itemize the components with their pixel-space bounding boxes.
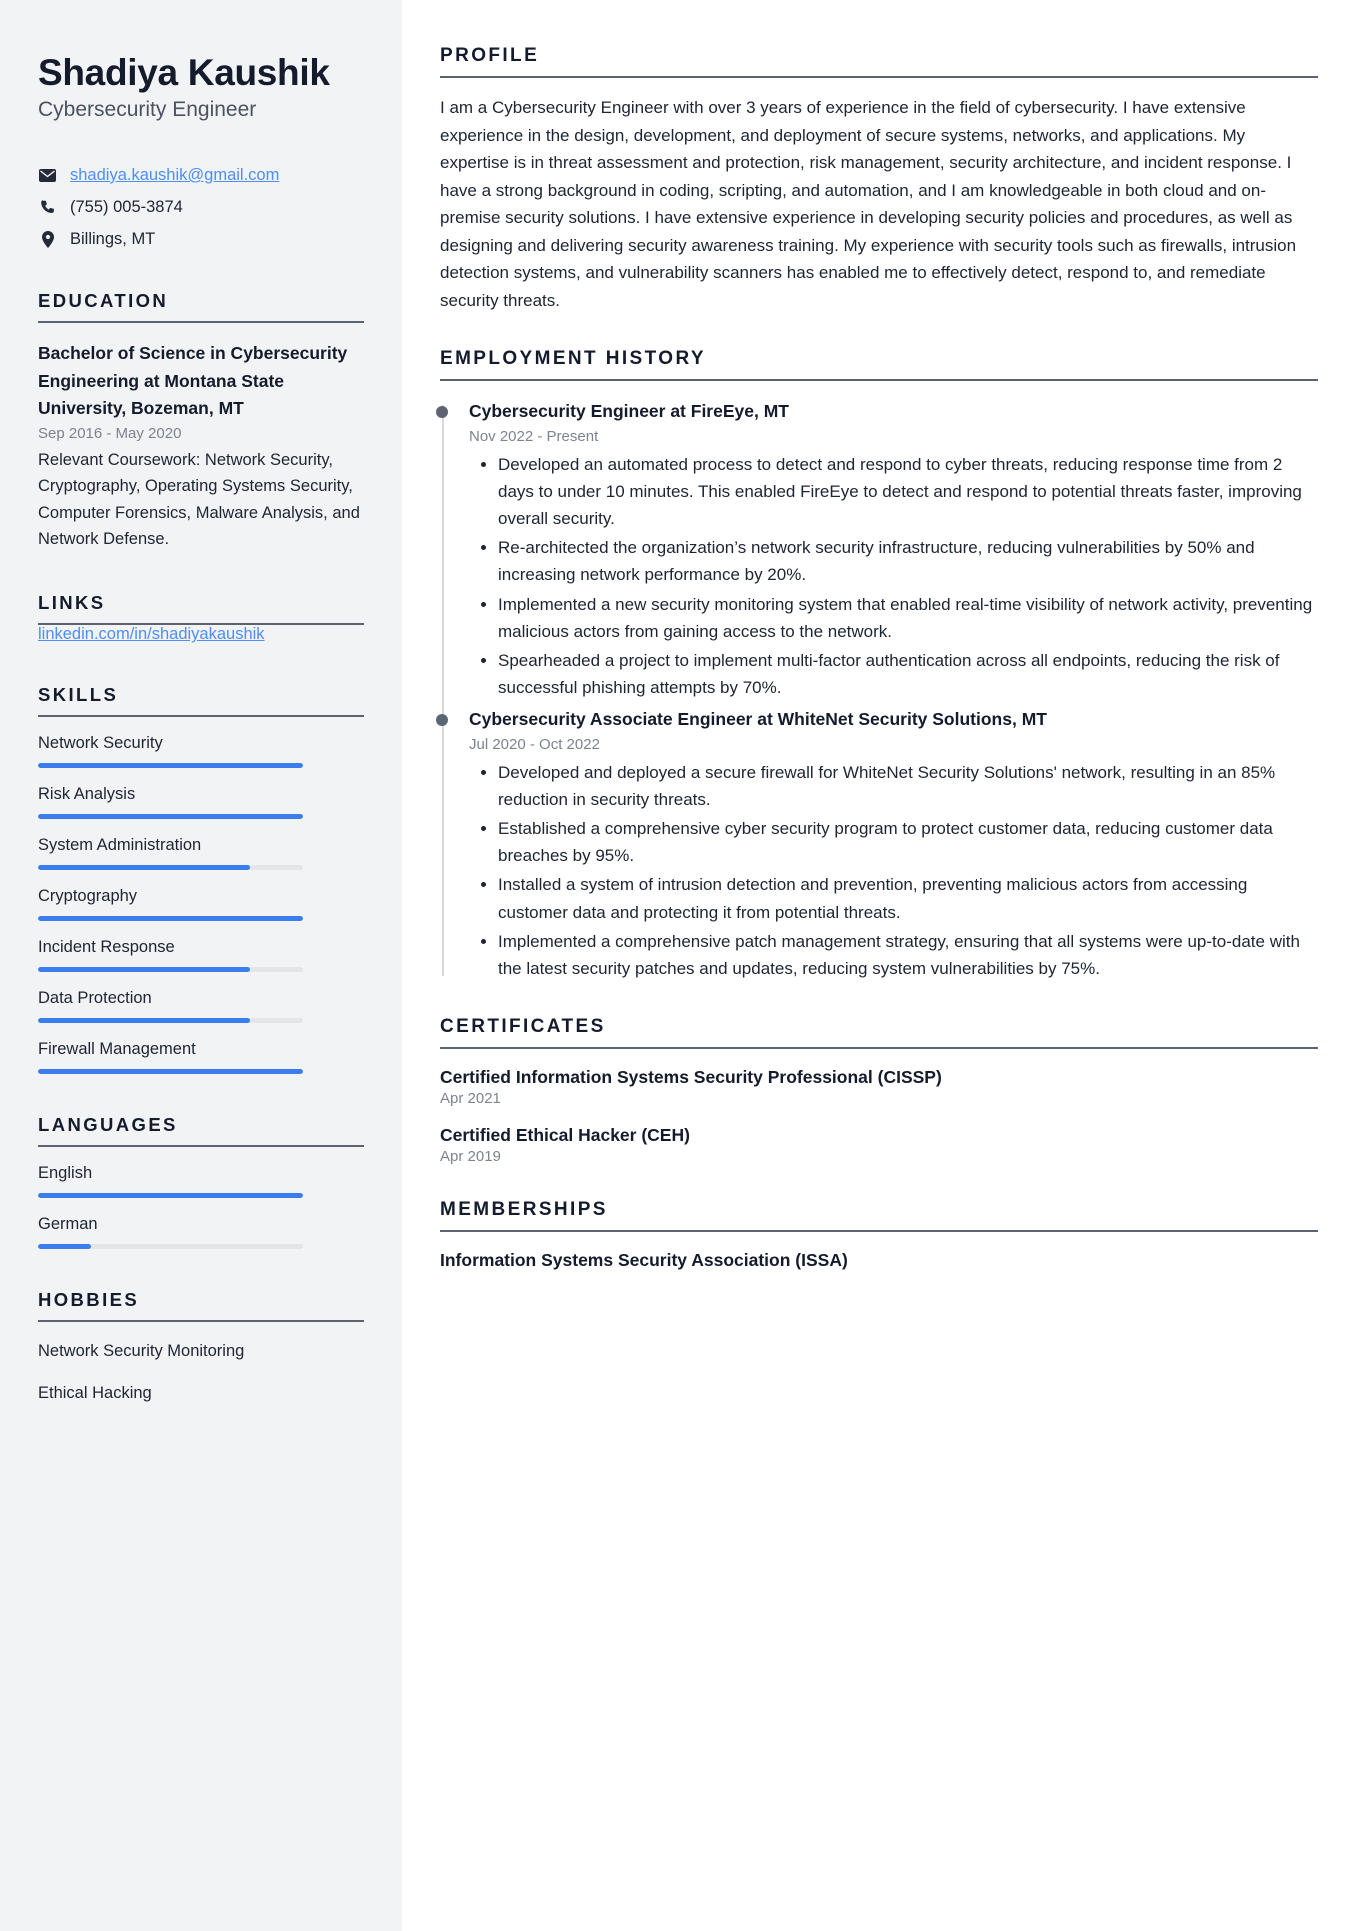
section-divider — [38, 1145, 364, 1147]
links-section — [38, 592, 364, 644]
language-level-track — [38, 1193, 303, 1198]
skill-level-track — [38, 814, 303, 819]
links-heading: LINKS — [38, 592, 106, 614]
employment-section — [440, 348, 1318, 982]
map-pin-icon — [38, 231, 57, 248]
hobbies-heading: HOBBIES — [38, 1289, 140, 1311]
section-divider — [38, 1320, 364, 1322]
skill-level-track — [38, 1018, 303, 1023]
envelope-icon — [38, 169, 57, 182]
hobbies-list — [38, 1339, 364, 1406]
languages-section — [38, 1114, 364, 1249]
skill-level-fill — [38, 967, 250, 972]
certificate-title: Certified Information Systems Security Professional (CISSP) — [440, 1067, 942, 1088]
skill-level-track — [38, 1069, 303, 1074]
skill-level-fill — [38, 916, 303, 921]
skill-label: Firewall Management — [38, 1040, 196, 1059]
profile-section — [440, 45, 1318, 314]
skill-item — [38, 785, 364, 819]
employment-dates: Jul 2020 - Oct 2022 — [469, 735, 600, 753]
profile-heading: PROFILE — [440, 45, 540, 66]
main-content — [402, 0, 1366, 1931]
contact-email-row[interactable] — [38, 164, 364, 186]
language-item — [38, 1164, 364, 1198]
skill-level-track — [38, 865, 303, 870]
contact-location-row — [38, 228, 364, 250]
section-divider — [440, 379, 1318, 381]
skill-level-track — [38, 916, 303, 921]
membership-entry — [440, 1250, 1318, 1271]
certificate-date: Apr 2021 — [440, 1090, 501, 1108]
skill-level-fill — [38, 865, 250, 870]
employment-heading: EMPLOYMENT HISTORY — [440, 348, 706, 370]
section-divider — [440, 1230, 1318, 1232]
contact-list — [38, 164, 364, 250]
education-entry — [38, 340, 364, 552]
timeline-dot-icon — [436, 406, 448, 418]
skills-heading: SKILLS — [38, 684, 119, 706]
language-level-fill — [38, 1193, 303, 1198]
skill-label: Network Security — [38, 734, 163, 753]
education-dates: Sep 2016 - May 2020 — [38, 424, 182, 442]
hobby-item: Network Security Monitoring — [38, 1342, 245, 1361]
certificates-heading: CERTIFICATES — [440, 1016, 606, 1038]
employment-bullet: • Installed a system of intrusion detection and prevention, preventing malicious actors from accessing customer data and protecting it from potential threats. — [498, 871, 1318, 925]
phone-icon — [38, 199, 57, 215]
employment-bullet: • Established a comprehensive cyber security program to protect customer data, reducing customer data breaches by 95%. — [498, 815, 1318, 869]
employment-bullet: • Developed an automated process to detect and respond to cyber threats, reducing response time from 2 days to under 10 minutes. This enabled FireEye to detect and respond to potential threats faster, improving overall security. — [498, 451, 1318, 533]
employment-bullet: • Re-architected the organization’s network security infrastructure, reducing vulnerabilities by 50% and increasing network performance by 20%. — [498, 534, 1318, 588]
phone-value: (755) 005-3874 — [70, 197, 183, 216]
skill-label: Risk Analysis — [38, 785, 136, 804]
employment-title: Cybersecurity Engineer at FireEye, MT — [469, 401, 789, 422]
certificate-title: Certified Ethical Hacker (CEH) — [440, 1125, 690, 1146]
skill-level-fill — [38, 763, 303, 768]
employment-bullet-list — [469, 759, 1318, 983]
section-divider — [38, 321, 364, 323]
skill-label: Data Protection — [38, 989, 152, 1008]
skill-label: Incident Response — [38, 938, 175, 957]
location-value: Billings, MT — [70, 229, 156, 248]
skill-item — [38, 734, 364, 768]
languages-list — [38, 1164, 364, 1249]
candidate-name: Shadiya Kaushik — [38, 52, 330, 93]
skill-item — [38, 938, 364, 972]
certificates-section — [440, 1016, 1318, 1165]
language-level-track — [38, 1244, 303, 1249]
hobbies-section — [38, 1289, 364, 1406]
education-section — [38, 290, 364, 552]
employment-bullet-list — [469, 451, 1318, 702]
certificate-entry — [440, 1067, 1318, 1107]
skill-item — [38, 1040, 364, 1074]
skill-level-track — [38, 967, 303, 972]
email-value[interactable]: shadiya.kaushik@gmail.com — [70, 165, 280, 184]
memberships-section — [440, 1199, 1318, 1271]
education-degree: Bachelor of Science in Cybersecurity Engineering at Montana State University, Bozeman, MT — [38, 343, 348, 418]
section-divider — [440, 76, 1318, 78]
skill-level-track — [38, 763, 303, 768]
skill-item — [38, 836, 364, 870]
language-label: German — [38, 1215, 98, 1234]
employment-timeline — [440, 399, 1318, 982]
memberships-list — [440, 1250, 1318, 1271]
membership-title: Information Systems Security Association (ISSA) — [440, 1250, 848, 1271]
link-item-linkedin[interactable]: linkedin.com/in/shadiyakaushik — [38, 625, 265, 644]
skills-list — [38, 734, 364, 1074]
skill-level-fill — [38, 1018, 250, 1023]
employment-bullet: • Developed and deployed a secure firewall for WhiteNet Security Solutions' network, resulting in an 85% reduction in security threats. — [498, 759, 1318, 813]
skill-item — [38, 887, 364, 921]
contact-phone-row — [38, 196, 364, 218]
timeline-dot-icon — [436, 714, 448, 726]
employment-bullet: • Implemented a comprehensive patch management strategy, ensuring that all systems were up-to-date with the latest security patches and updates, reducing system vulnerabilities by 75%. — [498, 928, 1318, 982]
skill-label: Cryptography — [38, 887, 138, 906]
language-label: English — [38, 1164, 93, 1183]
language-level-fill — [38, 1244, 91, 1249]
sidebar — [0, 0, 402, 1931]
skills-section — [38, 684, 364, 1074]
certificates-list — [440, 1067, 1318, 1165]
skill-level-fill — [38, 1069, 303, 1074]
skill-item — [38, 989, 364, 1023]
employment-dates: Nov 2022 - Present — [469, 427, 599, 445]
section-divider — [38, 715, 364, 717]
education-heading: EDUCATION — [38, 290, 169, 312]
education-description: Relevant Coursework: Network Security, Cryptography, Operating Systems Security, Computer Forensics, Malware Analysis, and Network Defense. — [38, 450, 360, 548]
employment-title: Cybersecurity Associate Engineer at WhiteNet Security Solutions, MT — [469, 709, 1047, 730]
section-divider — [440, 1047, 1318, 1049]
skill-level-fill — [38, 814, 303, 819]
profile-text: I am a Cybersecurity Engineer with over 3 years of experience in the field of cybersecurity. I have extensive experience in the design, development, and deployment of secure systems, networks, and applications. My expertise is in threat assessment and protection, risk management, security architecture, and incident response. I have a strong background in coding, scripting, and automation, and I am knowledgeable in both cloud and on-premise security solutions. I have extensive experience in developing security policies and procedures, as well as designing and delivering security awareness training. My experience with security tools such as firewalls, intrusion detection systems, and vulnerability scanners has enabled me to effectively detect, respond to, and remediate security threats. — [440, 98, 1297, 310]
memberships-heading: MEMBERSHIPS — [440, 1199, 608, 1221]
employment-entry — [469, 707, 1318, 982]
certificate-date: Apr 2019 — [440, 1148, 501, 1166]
employment-bullet: • Spearheaded a project to implement multi-factor authentication across all endpoints, reducing the risk of successful phishing attempts by 70%. — [498, 647, 1318, 701]
languages-heading: LANGUAGES — [38, 1114, 178, 1136]
hobby-item: Ethical Hacking — [38, 1384, 152, 1403]
employment-bullet: • Implemented a new security monitoring system that enabled real-time visibility of network activity, preventing malicious actors from gaining access to the network. — [498, 591, 1318, 645]
language-item — [38, 1215, 364, 1249]
employment-entry — [469, 399, 1318, 701]
certificate-entry — [440, 1125, 1318, 1165]
skill-label: System Administration — [38, 836, 202, 855]
candidate-job-title: Cybersecurity Engineer — [38, 98, 257, 122]
